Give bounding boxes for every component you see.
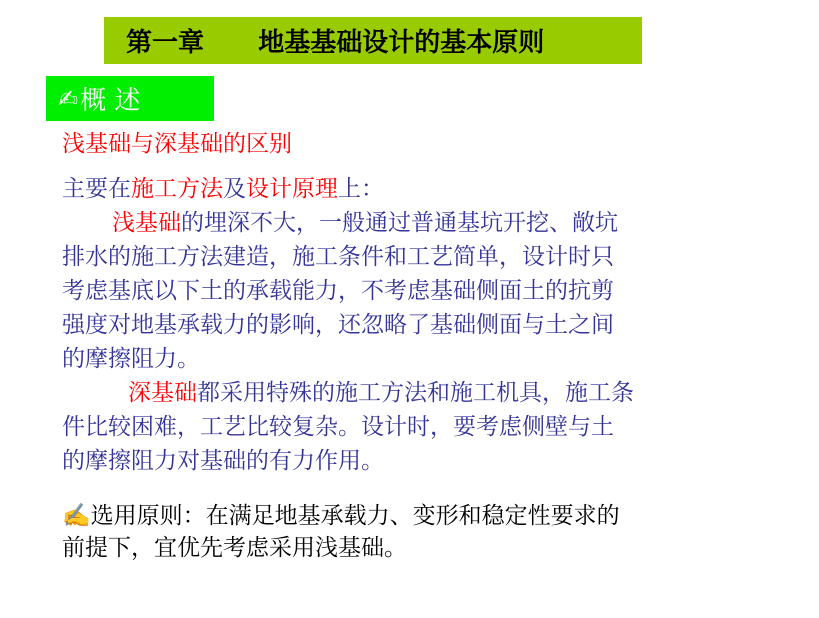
selection-principle [62,500,742,564]
overview-label: 概 述 [80,86,141,116]
chapter-title: 第一章 地基基础设计的基本原则 [126,28,545,58]
shallow-line-1 [62,206,734,240]
intro-prefix: 主要在 [62,176,131,202]
intro-line [62,172,734,206]
pen-writing-icon: ✍ [62,503,91,529]
shallow-line-3: 考虑基底以下土的承载能力，不考虑基础侧面土的抗剪 [62,278,614,304]
principle-text-1: 选用原则：在满足地基承载力、变形和稳定性要求的 [90,503,620,529]
section-subtitle: 浅基础与深基础的区别 [62,131,292,157]
principle-line-2: 前提下，宜优先考虑采用浅基础。 [62,535,407,561]
shallow-line-4: 强度对地基承载力的影响，还忽略了基础侧面与土之间 [62,312,614,338]
shallow-text-1: 的埋深不大，一般通过普通基坑开挖、敞坑 [181,210,618,236]
deep-text-1: 都采用特殊的施工方法和施工机具，施工条 [197,380,634,406]
term-construction-method: 施工方法 [131,176,223,202]
pen-writing-icon: ✍ [58,84,79,113]
deep-line-1 [62,376,734,410]
deep-line-2: 件比较困难，工艺比较复杂。设计时，要考虑侧壁与土 [62,414,614,440]
term-deep-foundation: 深基础 [128,380,197,406]
term-shallow-foundation: 浅基础 [112,210,181,236]
intro-mid: 及 [223,176,246,202]
chapter-title-bar [104,17,642,64]
overview-heading-box [46,76,214,121]
shallow-line-2: 排水的施工方法建造，施工条件和工艺简单，设计时只 [62,244,614,270]
intro-suffix: 上： [338,176,384,202]
body-text [62,172,734,478]
term-design-principle: 设计原理 [246,176,338,202]
shallow-line-5: 的摩擦阻力。 [62,346,200,372]
principle-line-1 [62,500,742,532]
deep-line-3: 的摩擦阻力对基础的有力作用。 [62,448,384,474]
